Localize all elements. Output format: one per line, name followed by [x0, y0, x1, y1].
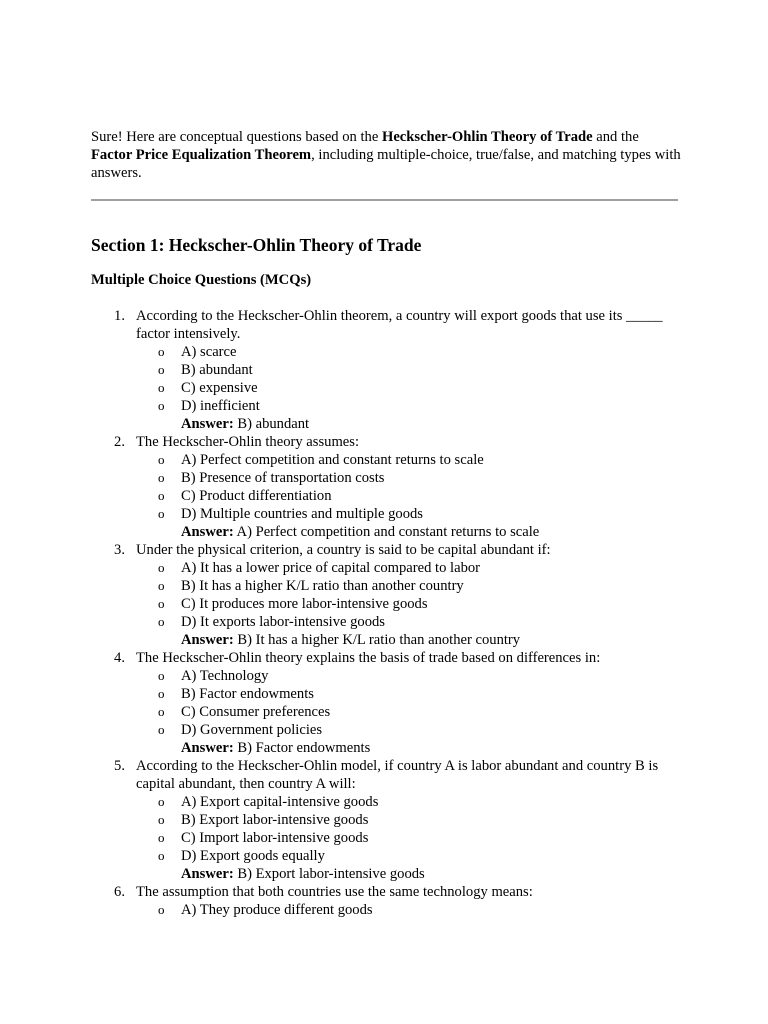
option-item: [136, 487, 681, 505]
answer-line: [136, 523, 681, 541]
bullet-icon: o: [158, 614, 165, 629]
bullet-icon: o: [158, 380, 165, 395]
option-text: A) It has a lower price of capital compared to labor: [181, 560, 481, 576]
bullet-icon: o: [158, 344, 165, 359]
question-text: According to the Heckscher-Ohlin model, if country A is labor abundant and country B is capital abundant, then country A will:: [136, 758, 659, 792]
intro-bold-fpet: Factor Price Equalization Theorem: [91, 147, 312, 163]
answer-value: B) Factor endowments: [233, 740, 371, 756]
option-item: [136, 379, 681, 397]
question-text: Under the physical criterion, a country is said to be capital abundant if:: [136, 542, 551, 558]
intro-text-3: , including multiple-choice, true/false, and matching types with answers.: [91, 147, 681, 181]
answer-value: B) It has a higher K/L ratio than another country: [233, 632, 521, 648]
option-text: C) Product differentiation: [181, 488, 332, 504]
answer-label: Answer:: [181, 416, 234, 432]
question-number: 2.: [114, 434, 125, 450]
option-text: C) expensive: [181, 380, 258, 396]
intro-bold-hot: Heckscher-Ohlin Theory of Trade: [381, 129, 593, 145]
question-text: The Heckscher-Ohlin theory assumes:: [136, 434, 360, 450]
option-text: A) Technology: [181, 668, 269, 684]
bullet-icon: o: [158, 812, 165, 827]
question-item: [91, 649, 681, 757]
option-text: C) Consumer preferences: [181, 704, 331, 720]
bullet-icon: o: [158, 362, 165, 377]
question-item: [91, 541, 681, 649]
bullet-icon: o: [158, 902, 165, 917]
option-item: [136, 577, 681, 595]
bullet-icon: o: [158, 506, 165, 521]
option-text: A) Export capital-intensive goods: [181, 794, 379, 810]
option-text: B) It has a higher K/L ratio than another country: [181, 578, 464, 594]
intro-text-1: Sure! Here are conceptual questions based on the: [91, 129, 382, 145]
answer-label: Answer:: [181, 740, 234, 756]
option-text: B) Export labor-intensive goods: [181, 812, 369, 828]
bullet-icon: o: [158, 686, 165, 701]
bullet-icon: o: [158, 794, 165, 809]
answer-label: Answer:: [181, 866, 234, 882]
question-number: 5.: [114, 758, 125, 774]
question-item: [91, 433, 681, 541]
option-item: [136, 667, 681, 685]
bullet-icon: o: [158, 722, 165, 737]
option-text: C) Import labor-intensive goods: [181, 830, 369, 846]
option-item: [136, 829, 681, 847]
question-text: According to the Heckscher-Ohlin theorem, a country will export goods that use its _____ factor intensively.: [136, 308, 663, 342]
option-text: A) They produce different goods: [181, 902, 373, 918]
bullet-icon: o: [158, 848, 165, 863]
option-item: [136, 559, 681, 577]
option-item: [136, 793, 681, 811]
question-list: [91, 307, 681, 919]
option-text: D) Multiple countries and multiple goods: [181, 506, 423, 522]
option-item: [136, 505, 681, 523]
answer-value: A) Perfect competition and constant returns to scale: [233, 524, 540, 540]
option-item: [136, 343, 681, 361]
question-text: The Heckscher-Ohlin theory explains the basis of trade based on differences in:: [136, 650, 601, 666]
option-list: [136, 901, 681, 919]
option-item: [136, 451, 681, 469]
option-list: [136, 667, 681, 739]
section-title: Section 1: Heckscher-Ohlin Theory of Trade: [91, 235, 422, 255]
intro-text-2: and the: [592, 129, 639, 145]
option-item: [136, 847, 681, 865]
bullet-icon: o: [158, 488, 165, 503]
question-number: 3.: [114, 542, 125, 558]
intro-paragraph: [91, 128, 681, 182]
option-item: [136, 595, 681, 613]
answer-line: [136, 631, 681, 649]
option-text: D) Government policies: [181, 722, 323, 738]
question-item: [91, 883, 681, 919]
question-number: 1.: [114, 308, 125, 324]
option-text: B) Presence of transportation costs: [181, 470, 385, 486]
bullet-icon: o: [158, 830, 165, 845]
option-item: [136, 811, 681, 829]
question-text: The assumption that both countries use the same technology means:: [136, 884, 533, 900]
option-item: [136, 901, 681, 919]
option-list: [136, 451, 681, 523]
bullet-icon: o: [158, 668, 165, 683]
option-item: [136, 361, 681, 379]
bullet-icon: o: [158, 398, 165, 413]
document-page: [91, 128, 681, 919]
option-item: [136, 469, 681, 487]
option-text: D) Export goods equally: [181, 848, 325, 864]
question-number: 4.: [114, 650, 125, 666]
option-text: C) It produces more labor-intensive goods: [181, 596, 428, 612]
bullet-icon: o: [158, 578, 165, 593]
bullet-icon: o: [158, 704, 165, 719]
question-number: 6.: [114, 884, 125, 900]
answer-value: B) abundant: [233, 416, 310, 432]
answer-label: Answer:: [181, 524, 234, 540]
option-list: [136, 559, 681, 631]
option-item: [136, 685, 681, 703]
option-list: [136, 793, 681, 865]
option-text: D) inefficient: [181, 398, 260, 414]
bullet-icon: o: [158, 596, 165, 611]
option-text: A) Perfect competition and constant returns to scale: [181, 452, 484, 468]
subsection-title: Multiple Choice Questions (MCQs): [91, 272, 312, 288]
answer-label: Answer:: [181, 632, 234, 648]
option-text: B) abundant: [181, 362, 253, 378]
option-item: [136, 703, 681, 721]
option-item: [136, 613, 681, 631]
option-text: A) scarce: [181, 344, 237, 360]
option-text: B) Factor endowments: [181, 686, 314, 702]
bullet-icon: o: [158, 452, 165, 467]
answer-line: [136, 739, 681, 757]
option-item: [136, 397, 681, 415]
answer-value: B) Export labor-intensive goods: [233, 866, 425, 882]
bullet-icon: o: [158, 560, 165, 575]
horizontal-rule: [91, 199, 678, 201]
option-list: [136, 343, 681, 415]
option-text: D) It exports labor-intensive goods: [181, 614, 385, 630]
answer-line: [136, 865, 681, 883]
question-item: [91, 757, 681, 883]
question-item: [91, 307, 681, 433]
bullet-icon: o: [158, 470, 165, 485]
answer-line: [136, 415, 681, 433]
option-item: [136, 721, 681, 739]
